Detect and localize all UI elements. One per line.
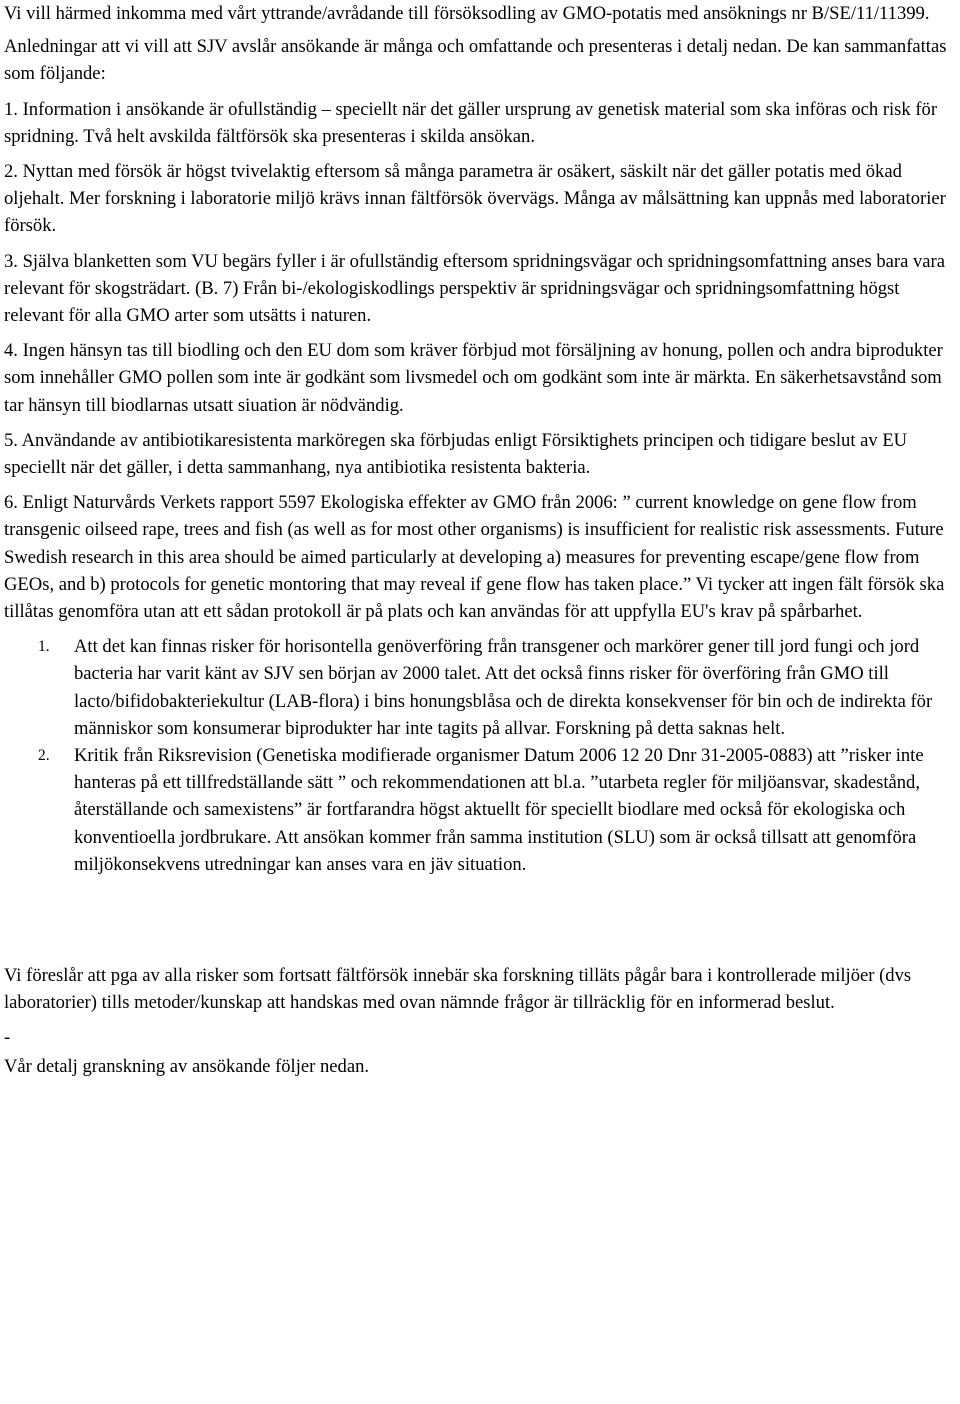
reason-3-paragraph: 3. Själva blanketten som VU begärs fyller i är ofullständig eftersom spridningsvägar och spridningsomfattning anses bara vara relevant för skogsträdart. (B. 7) Från bi-/ekologiskodlings perspektiv är spridningsvägar och spridningsomfattning högst relevant för alla GMO arter som utsätts i naturen. [4,250,945,327]
reasons-intro-paragraph: Anledningar att vi vill att SJV avslår ansökande är många och omfattande och presenteras i detalj nedan. De kan sammanfattas som följande: [4,36,947,85]
reason-1-paragraph: 1. Information i ansökande är ofullständig – speciellt när det gäller ursprung av genetisk material som ska införas och risk för spridning. Två helt avskilda fältförsök ska presenteras i skilda ansökan. [4,98,938,147]
list-item [4,742,956,878]
closing-line: Vår detalj granskning av ansökande följer nedan. [4,1055,370,1077]
list-item-text: Att det kan finnas risker för horisontella genöverföring från transgener och markörer gener till jord fungi och jord bacteria har varit känt av SJV sen början av 2000 talet. Att det också finns risker för överföring från GMO till lacto/bifidobakteriekultur (LAB-flora) i bins honungsblåsa och de direkta konsekvenser för bin och de indirekta för människor som konsumerar biprodukter har inte tagits på allvar. Forskning på detta saknas helt. [74,636,933,739]
list-item [4,633,956,742]
reason-4-paragraph: 4. Ingen hänsyn tas till biodling och den EU dom som kräver förbjud mot försäljning av honung, pollen och andra biprodukter som innehåller GMO pollen som inte är godkänt som livsmedel och om godkänt som inte är märkta. En säkerhetsavstånd som tar hänsyn till biodlarnas utsatt siuation är nödvändig. [4,340,943,416]
intro-paragraph: Vi vill härmed inkomma med vårt yttrande/avrådande till försöksodling av GMO-potatis med ansöknings nr B/SE/11/11399. [4,3,930,24]
list-item-number: 2. [38,747,50,765]
proposal-paragraph: Vi föreslår att pga av alla risker som fortsatt fältförsök innebär ska forskning tilläts pågår bara i kontrollerade miljöer (dvs laboratorier) tills metoder/kunskap att handskas med ovan nämnde frågor är tillräcklig för en informerad beslut. [4,965,912,1014]
numbered-list [4,633,956,878]
dash-separator: - [4,1026,11,1048]
reason-2-paragraph: 2. Nyttan med försök är högst tvivelaktig eftersom så många parametra är osäkert, säskilt när det gäller potatis med ökad oljehalt. Mer forskning i laboratorie miljö krävs innan fältförsök övervägs. Många av målsättning kan uppnås med laboratorier försök. [4,161,946,237]
reason-6-paragraph: 6. Enligt Naturvårds Verkets rapport 5597 Ekologiska effekter av GMO från 2006: ” current knowledge on gene flow from transgenic oilseed rape, trees and fish (as well as for most other organisms) is insufficient for realistic risk assessments. Future Swedish research in this area should be aimed particularly at developing a) measures for preventing escape/gene flow from GEOs, and b) protocols for genetic montoring that may reveal if gene flow has taken place.” Vi tycker att ingen fält försök ska tillåtas genomföra utan att ett sådan protokoll är på plats och kan användas för att uppfylla EU's krav på spårbarhet. [4,492,945,623]
list-item-number: 1. [38,638,50,656]
reason-5-paragraph: 5. Användande av antibiotikaresistenta marköregen ska förbjudas enligt Försiktighets principen och tidigare beslut av EU speciellt när det gäller, i detta sammanhang, nya antibiotika resistenta bakteria. [4,429,908,479]
list-item-text: Kritik från Riksrevision (Genetiska modifierade organismer Datum 2006 12 20 Dnr 31-2005-0883) att ”risker inte hanteras på ett tillfredställande sätt ” och rekommendationen att bl.a. ”utarbeta regler för miljöansvar, skadestånd, återställande och samexistens” är fortfarandra högst aktuellt för speciellt biodlare med också för ekologiska och konventioella jordbrukare. Att ansökan kommer från samma institution (SLU) som är också tillsatt att genomföra miljökonsekvens utredningar kan anses vara en jäv situation. [74,745,924,875]
